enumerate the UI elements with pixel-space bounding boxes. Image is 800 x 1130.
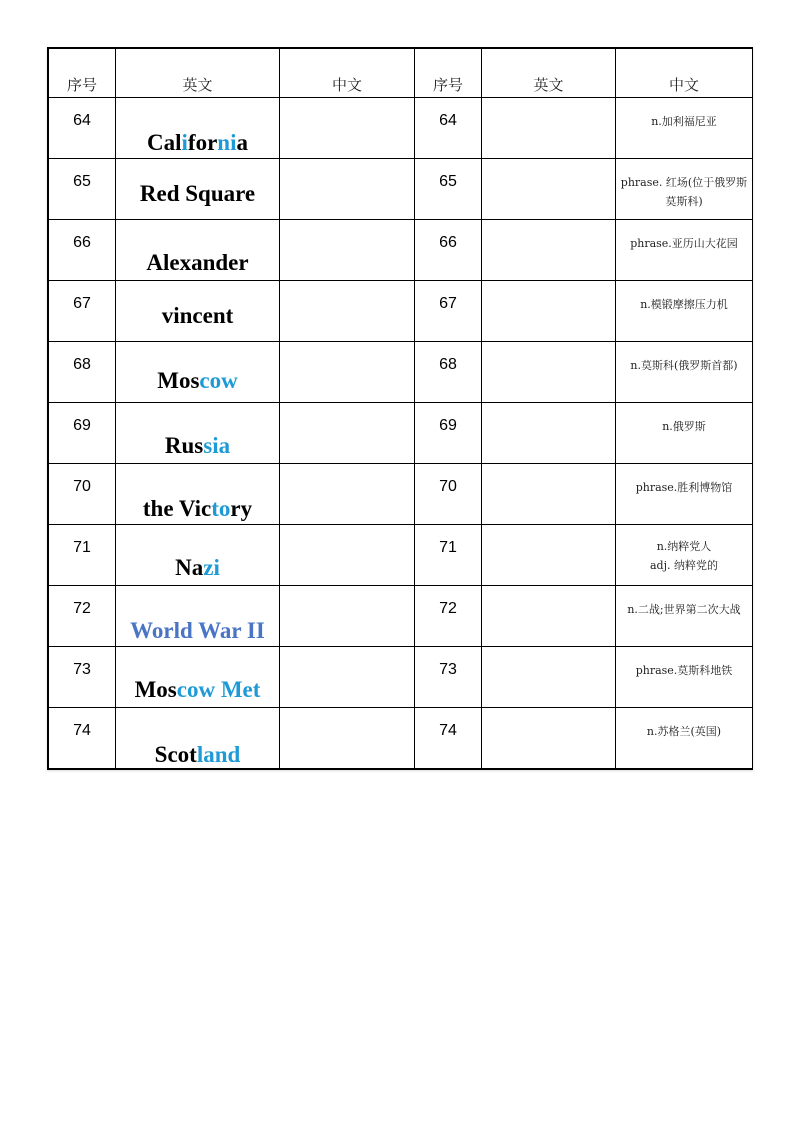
english-word xyxy=(116,342,280,403)
table-row xyxy=(49,647,753,708)
table-row xyxy=(49,403,753,464)
header-english: 英文 xyxy=(116,49,280,98)
header-number: 序号 xyxy=(415,49,482,98)
english-answer-blank xyxy=(482,98,616,159)
table-row xyxy=(49,98,753,159)
english-word xyxy=(116,464,280,525)
word-segment: Alexander xyxy=(146,250,249,275)
word-segment: sia xyxy=(203,433,231,458)
header-english: 英文 xyxy=(482,49,616,98)
row-number: 72 xyxy=(49,586,116,647)
row-number: 67 xyxy=(415,281,482,342)
table-row xyxy=(49,159,753,220)
header-row xyxy=(49,49,753,98)
header-chinese: 中文 xyxy=(616,49,753,98)
word-segment: land xyxy=(196,742,241,767)
row-number: 67 xyxy=(49,281,116,342)
chinese-answer-blank xyxy=(280,159,415,220)
english-answer-blank xyxy=(482,586,616,647)
row-number: 66 xyxy=(415,220,482,281)
english-word xyxy=(116,708,280,769)
english-answer-blank xyxy=(482,342,616,403)
table-row xyxy=(49,281,753,342)
table-row xyxy=(49,586,753,647)
row-number: 66 xyxy=(49,220,116,281)
row-number: 70 xyxy=(415,464,482,525)
row-number: 64 xyxy=(415,98,482,159)
english-word xyxy=(116,281,280,342)
word-segment: Mos xyxy=(157,368,200,393)
word-segment: i xyxy=(181,130,188,155)
english-answer-blank xyxy=(482,403,616,464)
english-answer-blank xyxy=(482,525,616,586)
chinese-answer-blank xyxy=(280,403,415,464)
word-segment: for xyxy=(187,130,218,155)
table-row xyxy=(49,342,753,403)
chinese-meaning: phrase.胜利博物馆 xyxy=(616,464,753,525)
english-word xyxy=(116,220,280,281)
word-segment: cow Met xyxy=(176,677,261,702)
word-segment: Red Square xyxy=(139,181,256,206)
english-answer-blank xyxy=(482,708,616,769)
row-number: 69 xyxy=(49,403,116,464)
chinese-meaning: n.莫斯科(俄罗斯首都) xyxy=(616,342,753,403)
english-answer-blank xyxy=(482,464,616,525)
header-chinese: 中文 xyxy=(280,49,415,98)
table-row xyxy=(49,220,753,281)
chinese-meaning: phrase.亚历山大花园 xyxy=(616,220,753,281)
chinese-answer-blank xyxy=(280,647,415,708)
chinese-meaning: phrase. 红场(位于俄罗斯莫斯科) xyxy=(616,159,753,220)
word-segment: a xyxy=(236,130,248,155)
chinese-meaning: n.纳粹党人 adj. 纳粹党的 xyxy=(616,525,753,586)
chinese-answer-blank xyxy=(280,586,415,647)
english-answer-blank xyxy=(482,159,616,220)
row-number: 64 xyxy=(49,98,116,159)
english-answer-blank xyxy=(482,220,616,281)
row-number: 68 xyxy=(49,342,116,403)
row-number: 72 xyxy=(415,586,482,647)
chinese-meaning: n.苏格兰(英国) xyxy=(616,708,753,769)
english-word xyxy=(116,525,280,586)
word-segment: to xyxy=(211,496,231,521)
chinese-answer-blank xyxy=(280,342,415,403)
vocabulary-table xyxy=(48,48,753,769)
chinese-answer-blank xyxy=(280,525,415,586)
vocabulary-sheet xyxy=(47,47,753,770)
word-segment: zi xyxy=(203,555,220,580)
chinese-answer-blank xyxy=(280,464,415,525)
table-row xyxy=(49,525,753,586)
word-segment: Mos xyxy=(134,677,177,702)
english-word xyxy=(116,98,280,159)
word-segment: ry xyxy=(230,496,253,521)
row-number: 70 xyxy=(49,464,116,525)
row-number: 74 xyxy=(49,708,116,769)
word-segment: the Vic xyxy=(142,496,212,521)
row-number: 73 xyxy=(415,647,482,708)
word-segment: Cal xyxy=(147,130,182,155)
chinese-meaning: n.加利福尼亚 xyxy=(616,98,753,159)
header-number: 序号 xyxy=(49,49,116,98)
english-word xyxy=(116,159,280,220)
english-word xyxy=(116,403,280,464)
chinese-answer-blank xyxy=(280,708,415,769)
word-segment: ni xyxy=(217,130,237,155)
english-word xyxy=(116,647,280,708)
chinese-meaning: phrase.莫斯科地铁 xyxy=(616,647,753,708)
chinese-answer-blank xyxy=(280,281,415,342)
word-segment: Na xyxy=(175,555,204,580)
row-number: 68 xyxy=(415,342,482,403)
row-number: 73 xyxy=(49,647,116,708)
english-answer-blank xyxy=(482,647,616,708)
chinese-answer-blank xyxy=(280,98,415,159)
chinese-meaning: n.模锻摩擦压力机 xyxy=(616,281,753,342)
row-number: 71 xyxy=(49,525,116,586)
row-number: 71 xyxy=(415,525,482,586)
word-segment: Scot xyxy=(154,742,197,767)
chinese-answer-blank xyxy=(280,220,415,281)
english-answer-blank xyxy=(482,281,616,342)
english-word xyxy=(116,586,280,647)
word-segment: World War II xyxy=(130,618,265,643)
word-segment: vincent xyxy=(161,303,234,328)
row-number: 69 xyxy=(415,403,482,464)
row-number: 74 xyxy=(415,708,482,769)
chinese-meaning: n.二战;世界第二次大战 xyxy=(616,586,753,647)
table-row xyxy=(49,464,753,525)
chinese-meaning: n.俄罗斯 xyxy=(616,403,753,464)
word-segment: Rus xyxy=(164,433,204,458)
row-number: 65 xyxy=(49,159,116,220)
row-number: 65 xyxy=(415,159,482,220)
word-segment: cow xyxy=(199,368,238,393)
table-row xyxy=(49,708,753,769)
